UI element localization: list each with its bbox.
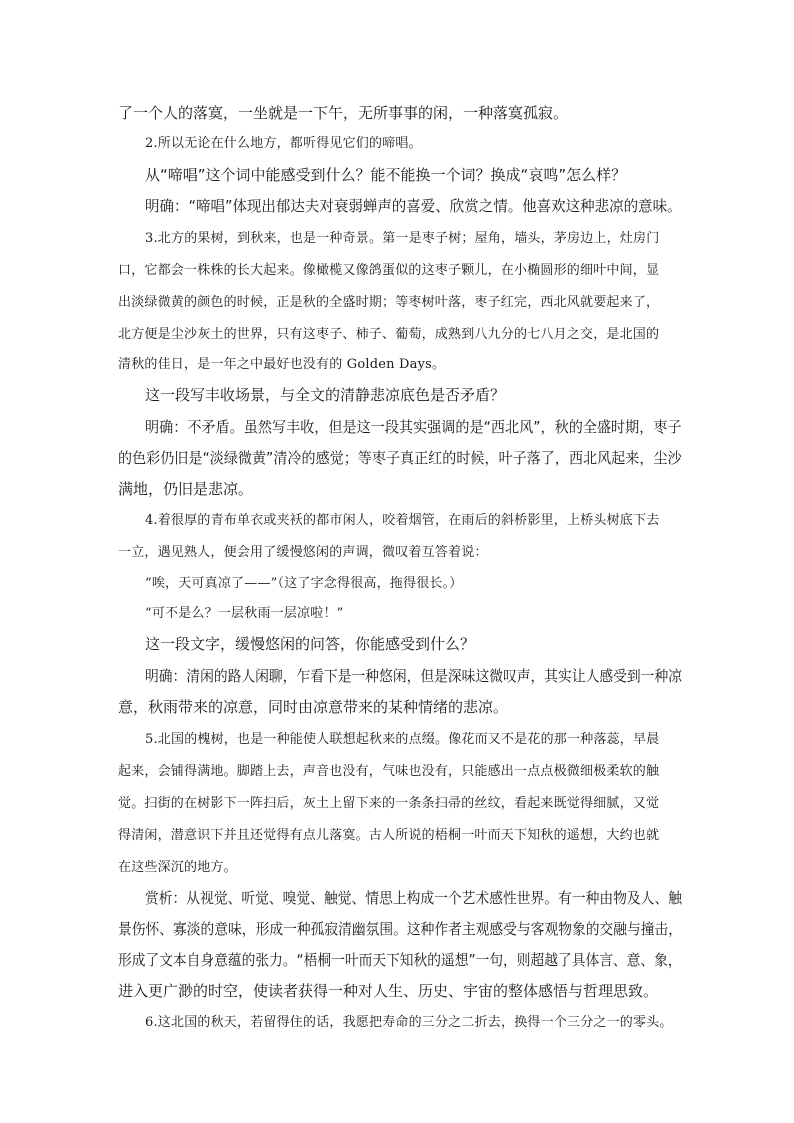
q6-quote: 6.这北国的秋天，若留得住的话，我愿把寿命的三分之二折去，换得一个三分之一的零头。 bbox=[145, 1015, 673, 1030]
q5-quote-line: 得清闲，潜意识下并且还觉得有点儿落寞。古人所说的梧桐一叶而天下知秋的遥想，大约也就 bbox=[118, 828, 660, 843]
q3-quote-line: 出淡绿微黄的颜色的时候，正是秋的全盛时期；等枣树叶落，枣子红完，西北风就要起来了， bbox=[118, 295, 660, 310]
q3-quote-line: 3.北方的果树，到秋来，也是一种奇景。第一是枣子树；屋角，墙头，茅房边上，灶房门 bbox=[145, 231, 660, 246]
opening-line: 了一个人的落寞，一坐就是一下午，无所事事的闲，一种落寞孤寂。 bbox=[118, 104, 569, 122]
q4-answer-line: 意，秋雨带来的凉意，同时由凉意带来的某种情绪的悲凉。 bbox=[118, 698, 509, 716]
q5-appreciation-line: 赏析：从视觉、听觉、嗅觉、触觉、情思上构成一个艺术感性世界。有一种由物及人、触 bbox=[145, 889, 682, 907]
q2-question: 从“啼唱”这个词中能感受到什么？能不能换一个词？换成“哀鸣”怎么样？ bbox=[145, 166, 627, 184]
q3-answer-line: 的色彩仍旧是“淡绿微黄”清冷的感觉；等枣子真正红的时候，叶子落了，西北风起来，尘沙 bbox=[118, 449, 682, 467]
q3-question: 这一段写丰收场景，与全文的清静悲凉底色是否矛盾？ bbox=[145, 386, 506, 404]
q4-quote-line: “可不是么？一层秋雨一层凉啦！” bbox=[145, 606, 344, 621]
q2-answer: 明确：“啼唱”体现出郁达夫对衰弱蝉声的喜爱、欣赏之情。他喜欢这种悲凉的意味。 bbox=[145, 197, 682, 215]
q4-quote-line: 一立，遇见熟人，便会用了缓慢悠闲的声调，微叹着互答着说： bbox=[118, 545, 488, 560]
q5-quote-line: 5.北国的槐树，也是一种能使人联想起秋来的点缀。像花而又不是花的那一种落蕊，早晨 bbox=[145, 732, 660, 747]
q3-quote-line: 口，它都会一株株的长大起来。像橄榄又像鸽蛋似的这枣子颗儿，在小椭圆形的细叶中间，显 bbox=[118, 263, 660, 278]
q2-quote: 2.所以无论在什么地方，都听得见它们的啼唱。 bbox=[145, 136, 422, 151]
q5-appreciation-line: 进入更广渺的时空，使读者获得一种对人生、历史、宇宙的整体感悟与哲理思致。 bbox=[118, 982, 659, 1000]
q5-appreciation-line: 形成了文本自身意蕴的张力。“梧桐一叶而天下知秋的遥想”一句，则超越了具体言、意、象， bbox=[118, 951, 682, 969]
q4-answer-line: 明确：清闲的路人闲聊，乍看下是一种悠闲，但是深味这微叹声，其实让人感受到一种凉 bbox=[145, 667, 682, 685]
q5-quote-line: 觉。扫街的在树影下一阵扫后，灰土上留下来的一条条扫帚的丝纹，看起来既觉得细腻，又觉 bbox=[118, 796, 660, 811]
q3-answer-line: 满地，仍旧是悲凉。 bbox=[118, 480, 254, 498]
q5-quote-line: 在这些深沉的地方。 bbox=[118, 860, 237, 875]
q3-quote-line: 清秋的佳日，是一年之中最好也没有的 Golden Days。 bbox=[118, 357, 446, 372]
q3-quote-line: 北方便是尘沙灰土的世界，只有这枣子、柿子、葡萄，成熟到八九分的七八月之交，是北国的 bbox=[118, 327, 660, 342]
q5-quote-line: 起来，会铺得满地。脚踏上去，声音也没有，气味也没有，只能感出一点点极微细极柔软的触 bbox=[118, 764, 660, 779]
q5-appreciation-line: 景伤怀、寡淡的意味，形成一种孤寂清幽氛围。这种作者主观感受与客观物象的交融与撞击， bbox=[118, 920, 683, 938]
q3-answer-line: 明确：不矛盾。虽然写丰收，但是这一段其实强调的是“西北风”，秋的全盛时期，枣子 bbox=[145, 418, 682, 436]
q4-quote-line: 4.着很厚的青布单衣或夹袄的都市闲人，咬着烟管，在雨后的斜桥影里，上桥头树底下去 bbox=[145, 513, 660, 528]
q4-question: 这一段文字，缓慢悠闲的问答，你能感受到什么？ bbox=[145, 635, 476, 653]
q4-quote-line: “唉，天可真凉了——”（这了字念得很高，拖得很长。） bbox=[145, 576, 463, 591]
